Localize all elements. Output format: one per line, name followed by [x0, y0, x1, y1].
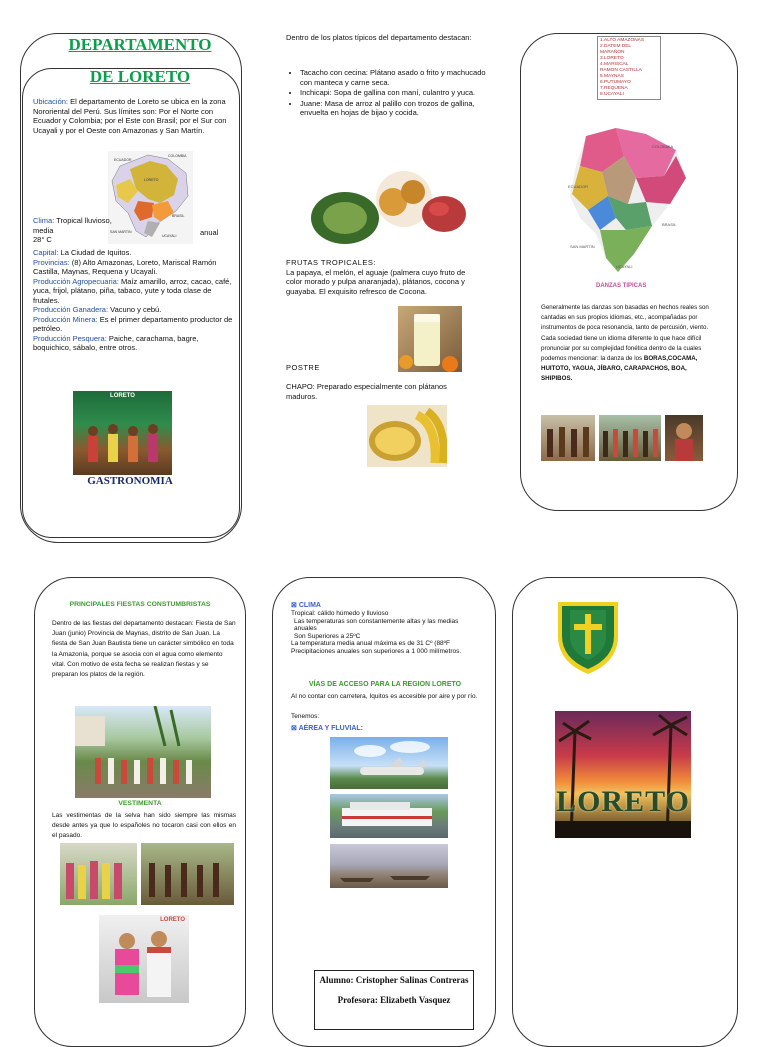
title-departamento: DEPARTAMENTO: [68, 35, 212, 54]
capital-label: Capital:: [33, 248, 59, 257]
svg-text:COLOMBIA: COLOMBIA: [168, 154, 187, 158]
danza-photo-2: [599, 415, 661, 461]
frutas-paragraph: [286, 258, 476, 296]
alumno-text: Alumno: Cristopher Salinas Contreras: [319, 975, 469, 985]
danzas-paragraph: [541, 303, 711, 385]
clima-line: La temperatura media anual máxima es de 31 Cº (88ºF: [291, 640, 451, 648]
dish-item: • Tacacho con cecina: Plátano asado o frito y machucado con manteca y carne seca.: [300, 68, 492, 87]
svg-text:ECUADOR: ECUADOR: [114, 158, 132, 162]
legend-item: 4.MARISCAL: [600, 62, 629, 67]
pesquera-label: Producción Pesquera:: [33, 333, 107, 343]
danzas-text: Generalmente las danzas son basadas en hechos reales son cantadas en sus propios idiomas, etc., acompañadas por instrumentos de poca resonancia, tanto de percusión, viento. Cada sociedad tiene un idioma diferente lo que hace difícil pronunciar por su complejidad fonética dentro de la cuales podemos mencionar: la danza de los: [541, 304, 709, 363]
provinces-map: [566, 126, 692, 274]
river-canoes-photo: [330, 844, 448, 888]
provincias-text: (8) Alto Amazonas, Loreto, Mariscal Ramón Castilla, Maynas, Requena y Ucayali.: [33, 257, 217, 276]
profesora-text: Profesora: Elizabeth Vasquez: [337, 995, 451, 1005]
danza-photo-1: [541, 415, 595, 461]
riverboat-photo: [330, 794, 448, 838]
ubicacion-text: El departamento de Loreto se ubica en la zona Nororiental del Perú. Sus límites son: Por el Norte con Ecuador y Colombia; por el Este con Brasil; por el Sur con Ucayali y por el Oeste con Amazonas y San Martín.: [33, 97, 227, 135]
ubicacion-paragraph: [33, 97, 231, 135]
fiestas-title: PRINCIPALES FIESTAS CONSTUMBRISTAS: [69, 601, 211, 608]
cocona-juice-photo: [398, 306, 462, 372]
postre-heading: POSTRE: [286, 363, 320, 372]
clima-title: CLIMA: [298, 602, 321, 609]
svg-text:UCAYALI: UCAYALI: [162, 234, 177, 238]
photo-caption-loreto: LORETO: [110, 393, 135, 399]
legend-item: MARAÑON: [600, 50, 625, 55]
svg-text:SAN MARTIN: SAN MARTIN: [110, 230, 132, 234]
clima-label: Clima:: [33, 216, 55, 225]
svg-text:ECUADOR: ECUADOR: [568, 184, 589, 189]
loreto-dancers-photo: [73, 391, 172, 475]
frutas-text: La papaya, el melón, el aguaje (palmera cuyo fruto de color morado y pulpa anaranjada), plátanos, cocona y guayaba. El exquisito refresco de Cocona.: [286, 267, 466, 296]
provincias-label: Provincias:: [33, 257, 70, 267]
clima-lines: [291, 610, 481, 656]
danza-photo-3: [665, 415, 703, 461]
gastronomia-heading: GASTRONOMIA: [87, 475, 173, 487]
chapo-photo: [367, 405, 447, 467]
legend-item: 7.REQUENA: [600, 86, 628, 91]
legend-item: RAMON CASTILLA: [600, 68, 642, 73]
svg-text:UCAYALI: UCAYALI: [616, 264, 633, 269]
legend-item: 8.UCAYALI: [600, 92, 624, 97]
legend-item: 6.PUTUMAYO: [600, 80, 631, 85]
svg-text:LORETO: LORETO: [144, 178, 159, 182]
couple-photo-banner: LORETO: [160, 917, 185, 923]
details-block: [33, 248, 233, 353]
agro-text: Maíz amarillo, arroz, cacao, café, yuca, frijol, plátano, piña, tabaco, yute y toda clase de frutales.: [33, 276, 232, 305]
clima-temp: 28° C: [33, 235, 52, 244]
tenemos-text: Tenemos:: [291, 713, 320, 720]
danzas-bold: BORAS,COCAMA, HUITOTO, YAGUA, JÍBARO, CARAPACHOS, BOA, SHIPIBOS.: [541, 355, 698, 383]
airplane-photo: [330, 737, 448, 789]
svg-text:COLOMBIA: COLOMBIA: [652, 144, 674, 149]
ubicacion-label: Ubicación:: [33, 97, 69, 106]
loreto-sign-text: LORETO: [556, 785, 690, 818]
vestimenta-title: VESTIMENTA: [118, 800, 162, 807]
clima-text: Tropical lluvioso, media: [33, 216, 112, 235]
platos-intro: Dentro de los platos típicos del departamento destacan:: [286, 33, 472, 42]
pesquera-text: Paiche, carachama, bagre, boquichico, sábalo, entre otros.: [33, 333, 199, 352]
capital-text: La Ciudad de Iquitos.: [60, 248, 132, 257]
vestimenta-photo-1: [60, 843, 137, 905]
loreto-sign-photo: [555, 711, 691, 838]
vestimenta-text: Las vestimentas de la selva han sido siempre las mismas desde antes ya que lo españoles no tocaron casi con ellos en el pasado.: [52, 812, 236, 840]
dish-item: • Juane: Masa de arroz al palillo con trozos de gallina, envuelta en hojas de bijao y cocida.: [300, 99, 492, 118]
frutas-title: FRUTAS TROPICALES:: [286, 258, 376, 267]
credits-box: [314, 970, 474, 1030]
clima-line: Tropical: cálido húmedo y lluvioso: [291, 610, 389, 617]
couple-costume-photo: [99, 915, 189, 1003]
svg-text:BRASIL: BRASIL: [662, 222, 677, 227]
vestimenta-photo-2: [141, 843, 234, 905]
legend-item: 1.ALTO AMAZONAS: [600, 38, 645, 43]
aerea-title: AÉREA Y FLUVIAL:: [298, 725, 363, 732]
clima-line: Las temperaturas son constantemente altas y las medias anuales: [294, 617, 459, 633]
legend-item: 5.MAYNAS: [600, 74, 624, 79]
svg-text:SAN MARTIN: SAN MARTIN: [570, 244, 595, 249]
chapo-text: CHAPO: Preparado especialmente con plátanos maduros.: [286, 382, 447, 401]
danzas-title: DANZAS TIPICAS: [596, 283, 647, 289]
vias-text: Al no contar con carretera, Iquitos es accesible por aire y por río.: [291, 693, 478, 700]
minera-text: Es el primer departamento productor de petróleo.: [33, 314, 233, 333]
fiestas-text: Dentro de las fiestas del departamento destacan: Fiesta de San Juan (junio) Provincia de Maynas, distrito de San Juan. La fiesta de San Juan Bautista tiene un carácter simbólico en toda la Amazonía, porque se asocia con el agua como elemento vital. Con motivo de esta fecha se realizan fiestas y se preparan los platos de la región.: [52, 620, 236, 679]
minera-label: Producción Minera:: [33, 314, 98, 324]
school-shield-logo: [556, 600, 620, 675]
dishes-photo: [309, 164, 466, 250]
svg-text:BRASIL: BRASIL: [172, 214, 185, 218]
clima-section-title: ⊠ CLIMA: [291, 602, 321, 609]
vias-title: VÍAS DE ACCESO PARA LA REGION LORETO: [308, 681, 462, 688]
san-juan-photo: [75, 706, 211, 798]
agro-label: Producción Agropecuaria:: [33, 276, 119, 286]
clima-anual: anual: [200, 228, 219, 237]
dishes-list: [286, 68, 492, 119]
provinces-legend: [597, 36, 661, 100]
legend-item: 3.LORETO: [600, 56, 624, 61]
ganadera-label: Producción Ganadera:: [33, 305, 109, 314]
clima-line: Son Superiores a 25ºC: [294, 632, 361, 640]
aerea-section: ⊠ AÉREA Y FLUVIAL:: [291, 725, 363, 732]
dish-item: • Inchicapi: Sopa de gallina con maní, culantro y yuca.: [300, 88, 492, 98]
clima-line: Precipitaciones anuales son superiores a 1 000 milímetros.: [291, 647, 462, 655]
title-de-loreto: DE LORETO: [89, 67, 191, 86]
ganadera-text: Vacuno y cebú.: [110, 305, 162, 314]
legend-item: 2.DATEM DEL: [600, 44, 632, 49]
